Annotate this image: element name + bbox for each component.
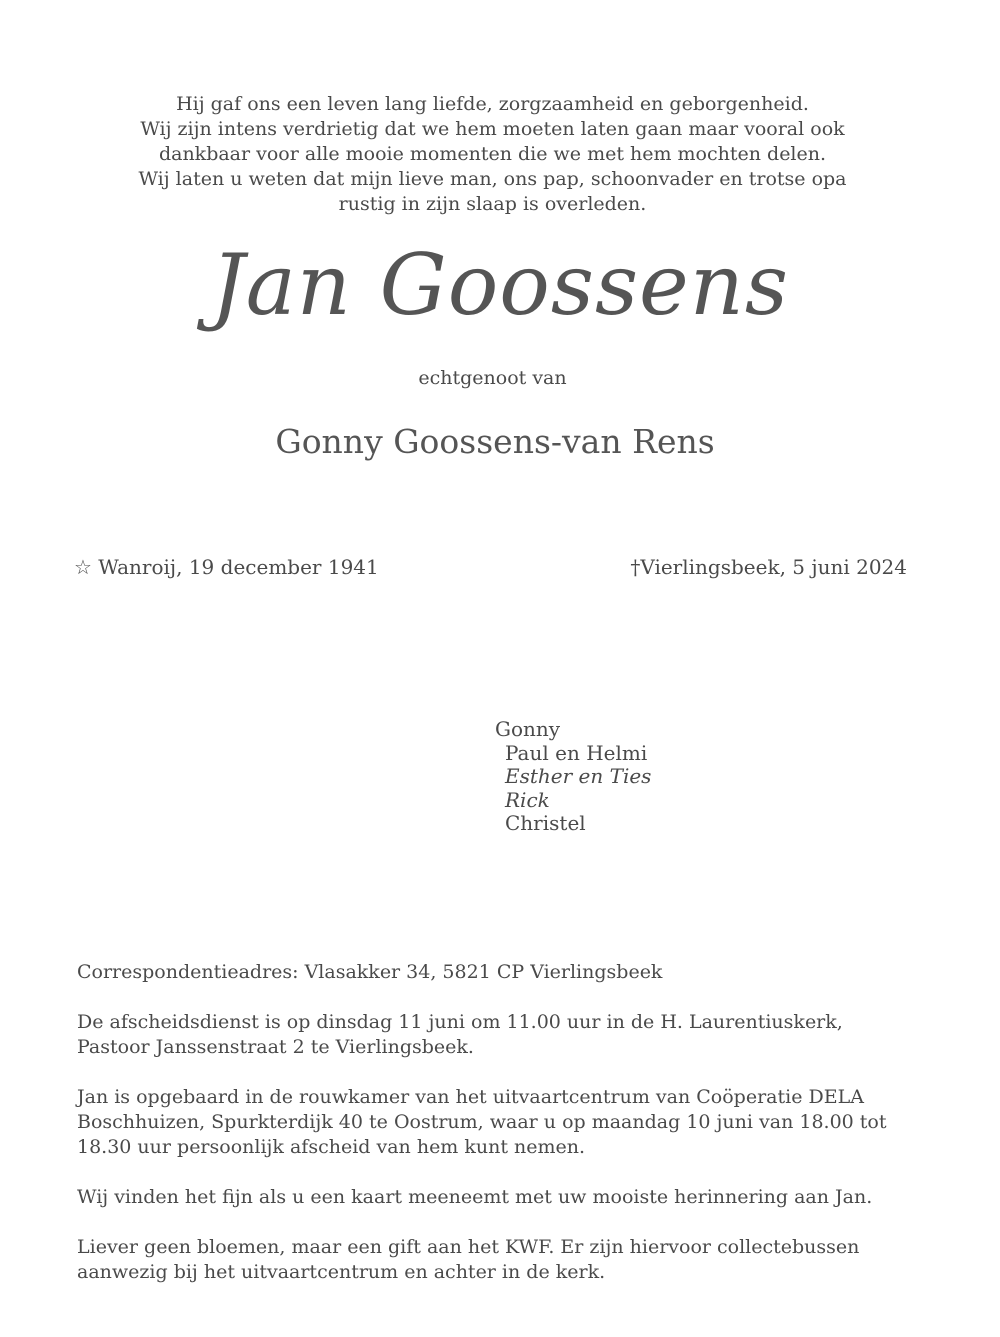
- cross-icon: †: [630, 555, 641, 579]
- viewing-line: 18.30 uur persoonlijk afscheid van hem kunt nemen.: [77, 1136, 586, 1158]
- card-line: Wij vinden het fijn als u een kaart meeneemt met uw mooiste herinnering aan Jan.: [77, 1186, 873, 1208]
- intro-line: dankbaar voor alle mooie momenten die we met hem mochten delen.: [158, 143, 827, 165]
- family-member: Paul en Helmi: [505, 740, 648, 765]
- family-member: Rick: [505, 787, 550, 812]
- intro-line: rustig in zijn slaap is overleden.: [338, 193, 647, 215]
- death-info: [630, 555, 907, 579]
- intro-line: Hij gaf ons een leven lang liefde, zorgzaamheid en geborgenheid.: [176, 93, 809, 115]
- family-member: Christel: [505, 811, 586, 835]
- spouse-relation: echtgenoot van: [418, 367, 567, 389]
- star-icon: ☆: [74, 555, 92, 579]
- intro-line: Wij laten u weten dat mijn lieve man, ons pap, schoonvader en trotse opa: [138, 168, 847, 190]
- service-line: Pastoor Janssenstraat 2 te Vierlingsbeek.: [77, 1036, 474, 1058]
- flowers-line: aanwezig bij het uitvaartcentrum en achter in de kerk.: [77, 1261, 606, 1283]
- viewing-line: Jan is opgebaard in de rouwkamer van het uitvaartcentrum van Coöperatie DELA: [77, 1086, 864, 1108]
- viewing-line: Boschhuizen, Spurkterdijk 40 te Oostrum, waar u op maandag 10 juni van 18.00 tot: [77, 1111, 887, 1133]
- family-member: Gonny: [495, 717, 561, 741]
- address-line: Correspondentieadres: Vlasakker 34, 5821 CP Vierlingsbeek: [77, 961, 663, 983]
- family-member: Esther en Ties: [505, 764, 652, 788]
- spouse-name: Gonny Goossens-van Rens: [275, 422, 715, 461]
- intro-line: Wij zijn intens verdrietig dat we hem moeten laten gaan maar vooral ook: [140, 118, 845, 140]
- practical-info: [77, 935, 937, 1310]
- flowers-line: Liever geen bloemen, maar een gift aan het KWF. Er zijn hiervoor collectebussen: [77, 1236, 860, 1258]
- deceased-name: Jan Goossens: [211, 236, 789, 334]
- birth-info: [74, 555, 379, 579]
- intro-text: [90, 92, 895, 217]
- death-place-date: Vierlingsbeek, 5 juni 2024: [640, 555, 907, 579]
- family-list: [495, 718, 651, 836]
- birth-place-date: Wanroij, 19 december 1941: [98, 555, 379, 579]
- service-line: De afscheidsdienst is op dinsdag 11 juni om 11.00 uur in de H. Laurentiuskerk,: [77, 1011, 843, 1033]
